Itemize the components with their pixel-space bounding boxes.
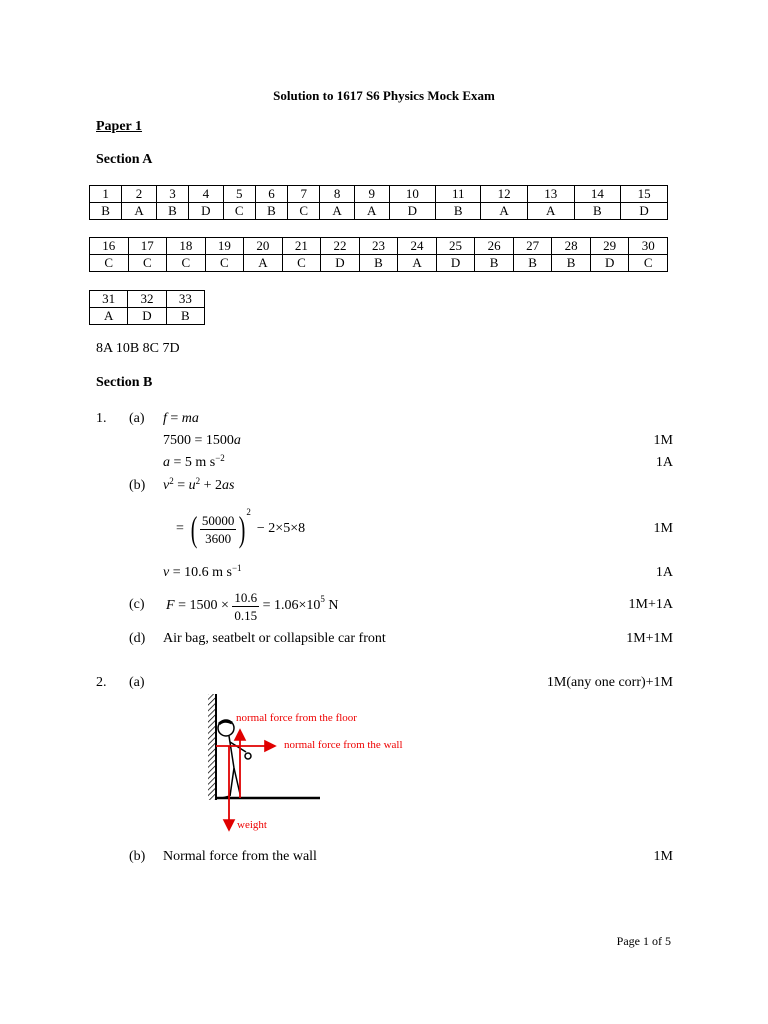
table-cell: 14 — [574, 186, 621, 203]
table-cell: C — [288, 203, 320, 220]
table-answer-row — [90, 308, 205, 325]
table-cell: D — [128, 308, 166, 325]
answer-table-1 — [89, 185, 668, 220]
table-cell: 25 — [436, 238, 475, 255]
equation-text: = 1.06×10 — [259, 598, 321, 613]
table-cell: A — [527, 203, 574, 220]
equation-line — [163, 455, 225, 471]
table-cell: B — [552, 255, 591, 272]
table-cell: 10 — [389, 186, 436, 203]
section-a-heading: Section A — [96, 152, 153, 167]
answer-text: Air bag, seatbelt or collapsible car front — [163, 631, 386, 646]
table-cell: C — [223, 203, 255, 220]
table-cell: 31 — [90, 291, 128, 308]
unit: N — [324, 598, 339, 613]
equation-line — [163, 433, 241, 449]
table-cell: 17 — [128, 238, 167, 255]
table-cell: C — [205, 255, 244, 272]
equation-text: − 2×5×8 — [256, 521, 306, 536]
table-cell: 18 — [167, 238, 206, 255]
mark: 1M — [653, 521, 673, 536]
table-cell: A — [244, 255, 283, 272]
exponent: 5 — [320, 594, 325, 604]
table-cell: C — [629, 255, 668, 272]
table-cell: 7 — [288, 186, 320, 203]
table-cell: B — [475, 255, 514, 272]
part-label: (a) — [129, 675, 145, 690]
table-cell: D — [389, 203, 436, 220]
table-number-row — [90, 291, 205, 308]
table-cell: A — [481, 203, 528, 220]
leg-1 — [230, 768, 234, 796]
table-cell: 3 — [156, 186, 188, 203]
mark: 1M — [653, 433, 673, 448]
equation-text: = 1500 × — [174, 598, 233, 613]
mark: 1M(any one corr)+1M — [546, 675, 673, 690]
table-cell: 8 — [320, 186, 355, 203]
table-cell: B — [436, 203, 481, 220]
symbol: a — [163, 455, 170, 470]
table-cell: A — [122, 203, 157, 220]
table-cell: 26 — [475, 238, 514, 255]
person-figure — [218, 720, 251, 798]
wall-hatching — [208, 694, 216, 800]
answer-text: Normal force from the wall — [163, 849, 317, 864]
equation-text: = 10.6 m s — [169, 565, 232, 580]
table-answer-row — [90, 203, 668, 220]
mark: 1M — [653, 849, 673, 864]
exponent: 2 — [246, 507, 251, 517]
arm — [230, 742, 246, 752]
table-cell: 9 — [354, 186, 389, 203]
table-cell: B — [359, 255, 398, 272]
equation-line — [176, 509, 305, 549]
table-cell: A — [354, 203, 389, 220]
document-title: Solution to 1617 S6 Physics Mock Exam — [273, 88, 495, 103]
fraction-denominator: 3600 — [205, 530, 232, 546]
mark: 1M+1A — [628, 597, 673, 612]
table-cell: C — [282, 255, 321, 272]
mark: 1M+1M — [626, 631, 673, 646]
hair — [219, 721, 232, 724]
symbol: ma — [181, 411, 199, 426]
part-label: (c) — [129, 597, 145, 612]
equation-line — [166, 586, 339, 626]
table-cell: B — [513, 255, 552, 272]
table-number-row — [90, 186, 668, 203]
wall-force-label: normal force from the wall — [284, 739, 403, 751]
table-cell: 23 — [359, 238, 398, 255]
symbol: u — [188, 478, 196, 493]
fraction-numerator: 10.6 — [234, 589, 258, 605]
table-cell: 32 — [128, 291, 166, 308]
question-2-number: 2. — [96, 675, 107, 690]
fraction — [200, 512, 237, 547]
table-cell: D — [621, 203, 668, 220]
table-cell: D — [590, 255, 629, 272]
table-cell: 19 — [205, 238, 244, 255]
table-cell: B — [156, 203, 188, 220]
equation-text: = 5 m s — [170, 455, 216, 470]
table-cell: B — [574, 203, 621, 220]
table-cell: 24 — [398, 238, 437, 255]
part-label: (a) — [129, 411, 145, 426]
mark: 1A — [655, 565, 673, 580]
table-cell: D — [436, 255, 475, 272]
equation-text: = — [173, 478, 189, 493]
equation-line — [163, 565, 242, 581]
right-paren: ) — [239, 509, 246, 549]
mark: 1A — [655, 455, 673, 470]
table-cell: 21 — [282, 238, 321, 255]
table-cell: 30 — [629, 238, 668, 255]
equals-sign: = — [176, 521, 184, 536]
table-cell: C — [167, 255, 206, 272]
weight-label: weight — [237, 819, 267, 831]
equation-line — [163, 411, 199, 427]
exponent: 2 — [195, 476, 201, 486]
question-1-number: 1. — [96, 411, 107, 426]
fraction — [232, 589, 259, 624]
fraction-numerator: 50000 — [201, 512, 235, 528]
answer-table-2 — [89, 237, 668, 272]
table-cell: 4 — [189, 186, 224, 203]
table-cell: 27 — [513, 238, 552, 255]
table-cell: 29 — [590, 238, 629, 255]
table-cell: 11 — [436, 186, 481, 203]
left-paren: ( — [190, 509, 198, 549]
table-cell: B — [166, 308, 204, 325]
table-cell: B — [255, 203, 287, 220]
symbol: f — [163, 411, 167, 426]
table-cell: 28 — [552, 238, 591, 255]
table-cell: 33 — [166, 291, 204, 308]
table-cell: 1 — [90, 186, 122, 203]
section-b-heading: Section B — [96, 375, 153, 390]
equation-text: = — [166, 411, 182, 426]
table-cell: D — [189, 203, 224, 220]
part-label: (d) — [129, 631, 146, 646]
part-label: (b) — [129, 478, 146, 493]
table-cell: A — [398, 255, 437, 272]
exponent: −2 — [215, 453, 225, 463]
table-cell: 6 — [255, 186, 287, 203]
equation-text: 7500 = 1500 — [163, 433, 234, 448]
table-cell: C — [90, 255, 129, 272]
symbol: a — [233, 433, 241, 448]
answer-summary: 8A 10B 8C 7D — [96, 341, 180, 356]
exponent: −1 — [231, 563, 242, 573]
fraction-denominator: 0.15 — [234, 607, 258, 623]
table-answer-row — [90, 255, 668, 272]
table-cell: 20 — [244, 238, 283, 255]
exponent: 2 — [169, 476, 174, 486]
symbol: v — [163, 565, 170, 580]
page-number: Page 1 of 5 — [616, 934, 671, 948]
table-cell: D — [321, 255, 360, 272]
symbol: F — [166, 598, 175, 613]
table-cell: 12 — [481, 186, 528, 203]
symbol: v — [163, 478, 170, 493]
equation-line — [163, 478, 234, 494]
symbol: as — [222, 478, 235, 493]
table-cell: 13 — [527, 186, 574, 203]
table-cell: A — [90, 308, 128, 325]
floor-force-label: normal force from the floor — [236, 712, 357, 724]
table-cell: C — [128, 255, 167, 272]
table-cell: 16 — [90, 238, 129, 255]
table-number-row — [90, 238, 668, 255]
answer-table-3 — [89, 290, 205, 325]
table-cell: B — [90, 203, 122, 220]
part-label: (b) — [129, 849, 146, 864]
equation-text: + 2 — [200, 478, 223, 493]
hand — [245, 753, 251, 759]
paper-heading: Paper 1 — [96, 119, 143, 134]
table-cell: 5 — [223, 186, 255, 203]
table-cell: 15 — [621, 186, 668, 203]
table-cell: 2 — [122, 186, 157, 203]
table-cell: A — [320, 203, 355, 220]
table-cell: 22 — [321, 238, 360, 255]
